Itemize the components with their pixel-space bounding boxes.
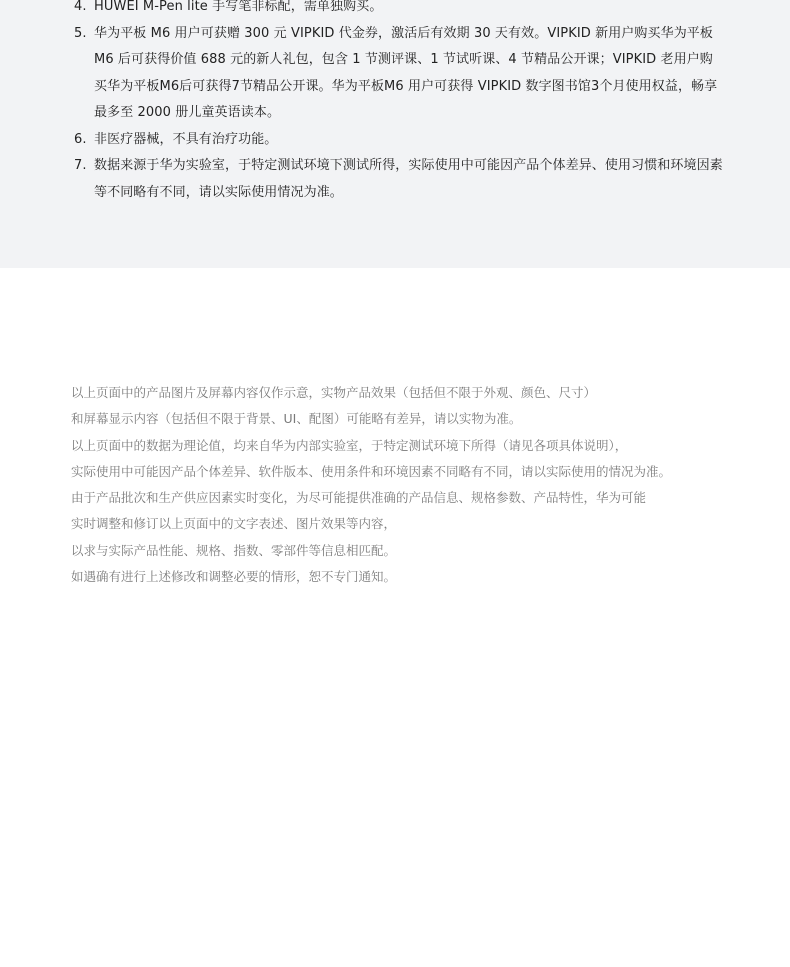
note-text: 非医疗器械，不具有治疗功能。 [94,131,278,147]
disclaimer-line: 实际使用中可能因产品个体差异、软件版本、使用条件和环境因素不同略有不同，请以实际使用的情况为准。 [71,463,672,479]
note-number: 6. [74,131,87,147]
note-item-4 [74,0,724,21]
disclaimer-line: 和屏幕显示内容（包括但不限于背景、UI、配图）可能略有差异，请以实物为准。 [71,411,522,427]
note-item-7 [74,153,724,206]
disclaimer-line: 如遇确有进行上述修改和调整必要的情形，恕不专门通知。 [71,569,397,585]
disclaimer-line: 实时调整和修订以上页面中的文字表述、图片效果等内容， [71,516,397,532]
note-number: 7. [74,158,87,173]
note-number: 4. [74,0,87,14]
note-text: 华为平板 M6 用户可获赠 300 元 VIPKID 代金券，激活后有效期 30 天有效。VIPKID 新用户购买华为平板 M6 后可获得价值 688 元的新人礼包，包含 1 节测评课、1 节试听课、4 节精品公开课；VIPKID 老用户购买华为平板M6后可获得7节精品公开课。华为平板M6 用户可获得 VIPKID 数字图书馆3个月使用权益，畅享最多至 2000 册儿童英语读本。 [94,25,718,120]
disclaimer-line: 以求与实际产品性能、规格、指数、零部件等信息相匹配。 [71,542,397,558]
legal-disclaimer [71,380,731,590]
disclaimer-line: 以上页面中的产品图片及屏幕内容仅作示意，实物产品效果（包括但不限于外观、颜色、尺寸） [71,385,597,400]
note-number: 5. [74,25,87,41]
note-text: 数据来源于华为实验室，于特定测试环境下测试所得，实际使用中可能因产品个体差异、使用习惯和环境因素等不同略有不同，请以实际使用情况为准。 [94,158,723,200]
note-item-5 [74,21,724,127]
notes-list [74,0,724,206]
product-notes-panel [0,0,790,268]
disclaimer-line: 由于产品批次和生产供应因素实时变化，为尽可能提供准确的产品信息、规格参数、产品特性，华为可能 [71,490,647,506]
note-text: HUWEI M-Pen lite 手写笔非标配，需单独购买。 [94,0,383,14]
disclaimer-line: 以上页面中的数据为理论值，均来自华为内部实验室，于特定测试环境下所得（请见各项具体说明）， [71,437,628,453]
note-item-6 [74,127,724,154]
